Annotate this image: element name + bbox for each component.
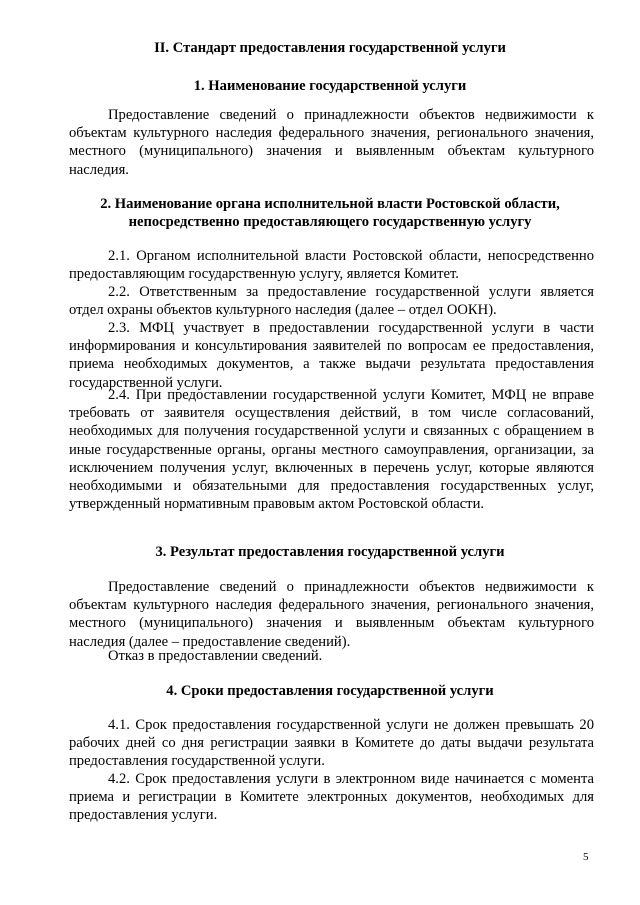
heading-4: 4. Сроки предоставления государственной услуги — [166, 683, 494, 699]
paragraph-3-1: Предоставление сведений о принадлежности объектов недвижимости к объектам культурного наследия федерального значения, регионального значения, местного (муниципального) значения и выявленным объектам культурного наследия (далее – предоставление сведений). — [69, 579, 594, 650]
paragraph-1-1: Предоставление сведений о принадлежности объектов недвижимости к объектам культурного наследия федерального значения, регионального значения, местного (муниципального) значения и выявленным объектам культурного наследия. — [69, 107, 594, 178]
heading-2-line2: непосредственно предоставляющего государственную услугу — [128, 214, 532, 230]
paragraph-3-2: Отказ в предоставлении сведений. — [108, 648, 323, 664]
section-title: II. Стандарт предоставления государственной услуги — [154, 40, 506, 56]
paragraph-4-2: 4.2. Срок предоставления услуги в электронном виде начинается с момента приема и регистрации в Комитете электронных документов, необходимых для предоставления услуги. — [69, 771, 594, 824]
paragraph-2-3: 2.3. МФЦ участвует в предоставлении государственной услуги в части информирования и консультирования заявителей по вопросам ее предоставления, приема необходимых документов, а также выдачи результата предоставления государственной услуги. — [69, 320, 594, 391]
page-number: 5 — [583, 851, 589, 863]
heading-1: 1. Наименование государственной услуги — [193, 78, 467, 94]
heading-3: 3. Результат предоставления государственной услуги — [155, 544, 505, 560]
paragraph-2-4: 2.4. При предоставлении государственной услуги Комитет, МФЦ не вправе требовать от заявителя осуществления действий, в том числе согласований, необходимых для получения государственной услуги и связанных с обращением в иные государственные органы, органы местного самоуправления, организации, за исключением получения услуг, включенных в перечень услуг, которые являются необходимыми и обязательными для предоставления государственных услуг, утвержденный нормативным правовым актом Ростовской области. — [69, 387, 594, 513]
heading-2-line1: 2. Наименование органа исполнительной власти Ростовской области, — [100, 196, 560, 212]
paragraph-2-1: 2.1. Органом исполнительной власти Ростовской области, непосредственно предоставляющим государственную услугу, является Комитет. — [69, 248, 594, 283]
paragraph-4-1: 4.1. Срок предоставления государственной услуги не должен превышать 20 рабочих дней со дня регистрации заявки в Комитете до даты выдачи результата предоставления государственной услуги. — [69, 717, 594, 770]
paragraph-2-2: 2.2. Ответственным за предоставление государственной услуги является отдел охраны объектов культурного наследия (далее – отдел ООКН). — [69, 284, 594, 319]
